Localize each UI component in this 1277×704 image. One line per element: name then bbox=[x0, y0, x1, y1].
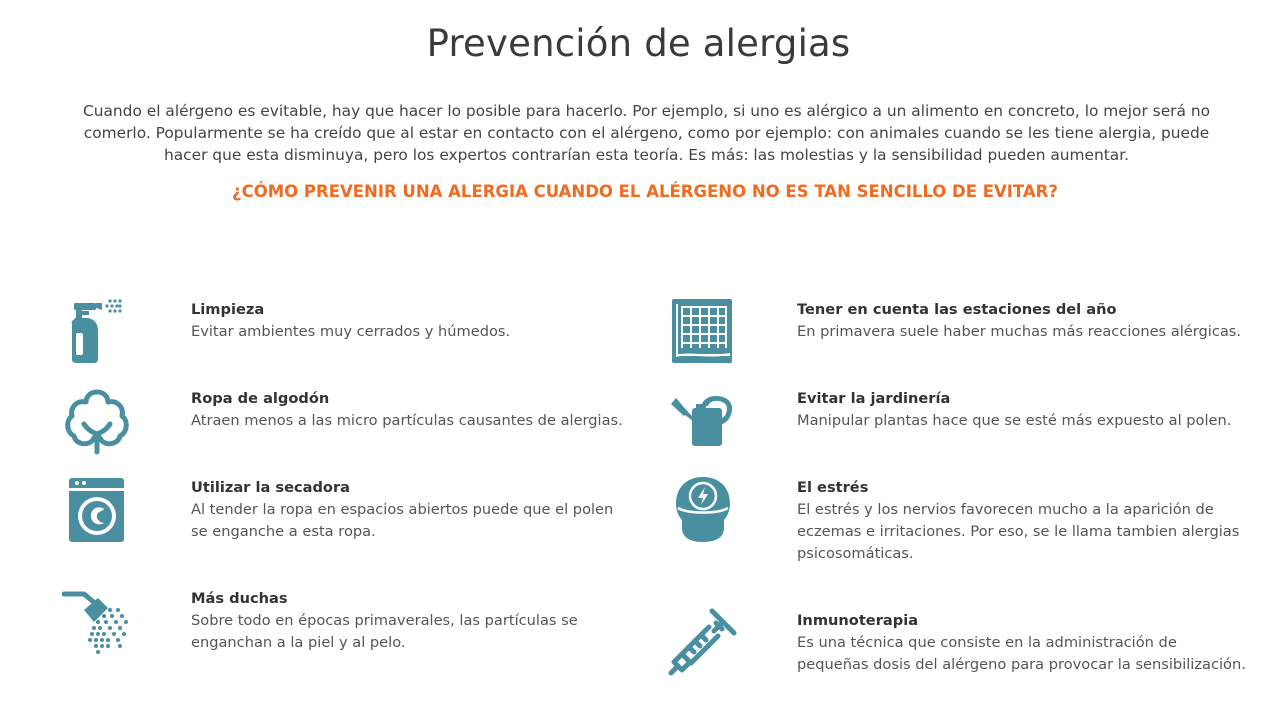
stressed-head-icon bbox=[668, 474, 738, 544]
tip-heading: Inmunoterapia bbox=[797, 612, 919, 629]
tip-text: En primavera suele haber muchas más reacciones alérgicas. bbox=[797, 323, 1242, 340]
tip-text: El estrés y los nervios favorecen mucho a la aparición de eczemas e irritaciones. Por eso, se le llama tambien alergias psicosomáticas. bbox=[797, 501, 1240, 562]
tip-heading: Limpieza bbox=[191, 301, 265, 318]
tip-text: Al tender la ropa en espacios abiertos puede que el polen se enganche a esta ropa. bbox=[191, 501, 614, 540]
tip-text: Manipular plantas hace que se esté más expuesto al polen. bbox=[797, 412, 1232, 429]
watering-can-icon bbox=[668, 386, 738, 456]
cotton-icon bbox=[62, 386, 132, 456]
tip-heading: Más duchas bbox=[191, 590, 288, 607]
tip-text: Evitar ambientes muy cerrados y húmedos. bbox=[191, 323, 511, 340]
washing-machine-icon bbox=[62, 475, 132, 545]
calendar-icon bbox=[668, 296, 738, 366]
tip-heading: Tener en cuenta las estaciones del año bbox=[797, 301, 1117, 318]
intro-paragraph: Cuando el alérgeno es evitable, hay que hacer lo posible para hacerlo. Por ejemplo, si uno es alérgico a un alimento en concreto, lo mejor será no comerlo. Popularmente se ha creído que al estar en contacto con el alérgeno, como por ejemplo: con animales cuando se les tiene alergia, puede hacer que esta disminuya, pero los expertos contrarían esta teoría. Es más: las molestias y la sensibilidad pueden aumentar. bbox=[82, 102, 1210, 164]
tip-heading: Utilizar la secadora bbox=[191, 479, 350, 496]
page-title: Prevención de alergias bbox=[426, 22, 851, 65]
spray-bottle-icon bbox=[62, 297, 132, 367]
tip-text: Es una técnica que consiste en la administración de pequeñas dosis del alérgeno para provocar la sensibilización. bbox=[797, 634, 1246, 673]
tip-text: Sobre todo en épocas primaverales, las partículas se enganchan a la piel y al pelo. bbox=[191, 612, 578, 651]
tip-heading: Evitar la jardinería bbox=[797, 390, 951, 407]
tip-heading: Ropa de algodón bbox=[191, 390, 330, 407]
section-subtitle: ¿CÓMO PREVENIR UNA ALERGIA CUANDO EL ALÉRGENO NO ES TAN SENCILLO DE EVITAR? bbox=[232, 182, 1058, 201]
tip-text: Atraen menos a las micro partículas causantes de alergias. bbox=[191, 412, 623, 429]
tip-heading: El estrés bbox=[797, 479, 869, 496]
shower-icon bbox=[62, 588, 132, 658]
syringe-icon bbox=[668, 607, 738, 677]
